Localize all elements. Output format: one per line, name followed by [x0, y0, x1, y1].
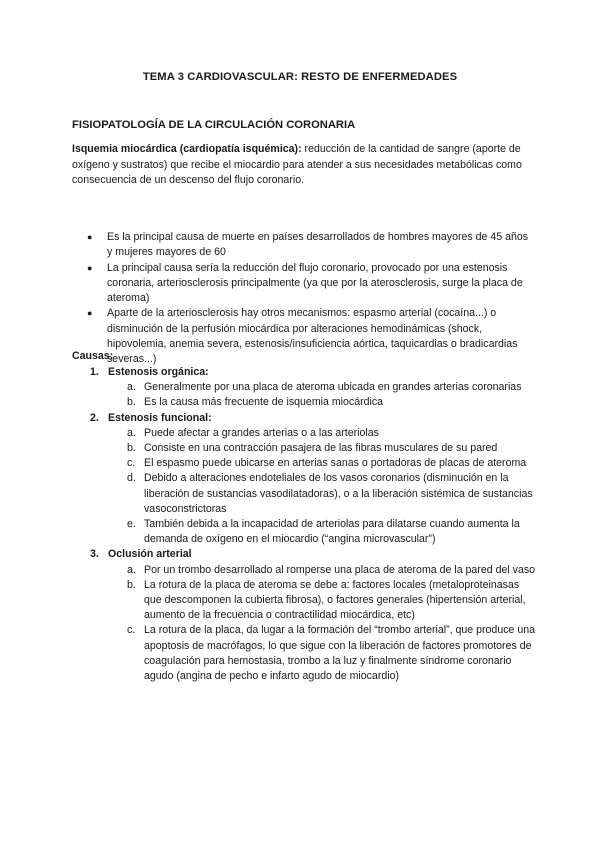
sub-text: Es la causa más frecuente de isquemia miocárdica: [144, 396, 384, 409]
sub-letter: a.: [127, 426, 136, 439]
cause-number: 1.: [90, 366, 99, 378]
cause-number: 3.: [90, 548, 99, 561]
sub-letter: a.: [127, 563, 136, 576]
intro-paragraph: [72, 142, 532, 189]
cause-title: Estenosis funcional:: [108, 411, 212, 424]
bullet-text: La principal causa sería la reducción del flujo coronario, provocado por una estenosis coronaria, arteriosclerosis principalmente (ya que por la aterosclerosis, surge la placa de ateroma): [107, 261, 523, 305]
sub-letter: c.: [127, 457, 136, 470]
sub-item: [92, 426, 537, 441]
cause-item: [72, 547, 537, 684]
sub-letter: b.: [127, 442, 136, 455]
causes-list: [72, 365, 537, 684]
bullet-list: [72, 230, 534, 368]
cause-sublist: [92, 380, 537, 410]
sub-item: [92, 380, 537, 395]
bullet-text: Aparte de la arteriosclerosis hay otros mecanismos: espasmo arterial (cocaína...) o disminución de la perfusión miocárdica por alteraciones hemodinámicas (shock, hipovolemia, anemia severa, estenosis/insuficiencia aórtica, taquicardias o bradicardias severas...): [107, 307, 518, 366]
cause-sublist: [92, 563, 537, 685]
section-heading: FISIOPATOLOGÍA DE LA CIRCULACIÓN CORONARIA: [72, 119, 356, 131]
bullet-item: [72, 261, 534, 307]
cause-title: Estenosis orgánica:: [108, 366, 209, 378]
sub-letter: b.: [127, 396, 136, 409]
cause-item: [72, 365, 537, 411]
sub-letter: a.: [127, 381, 136, 394]
sub-text: La rotura de la placa de ateroma se debe a: factores locales (metaloproteinasas que descomponen la cubierta fibrosa), o factores generales (hipertensión arterial, aumento de la frecuencia o contractilidad miocárdica, etc): [144, 578, 526, 622]
sub-letter: c.: [127, 624, 136, 637]
sub-letter: b.: [127, 578, 136, 591]
sub-item: [92, 456, 537, 471]
sub-item: [92, 517, 537, 547]
cause-number: 2.: [90, 411, 99, 424]
sub-item: [92, 395, 537, 410]
bullet-item: [72, 306, 534, 367]
sub-item: [92, 471, 537, 517]
bullet-text: Es la principal causa de muerte en países desarrollados de hombres mayores de 45 años y mujeres mayores de 60: [107, 231, 529, 259]
sub-text: Por un trombo desarrollado al romperse una placa de ateroma de la pared del vaso: [144, 563, 536, 576]
bullet-item: [72, 230, 534, 261]
sub-text: También debida a la incapacidad de arteriolas para dilatarse cuando aumenta la demanda de oxígeno en el miocardio (“angina microvascular”): [144, 518, 520, 546]
sub-text: Generalmente por una placa de ateroma ubicada en grandes arterias coronarias: [144, 381, 522, 394]
bullet-dot-icon: ●: [87, 308, 93, 319]
sub-letter: d.: [127, 472, 136, 485]
sub-item: [92, 441, 537, 456]
sub-text: El espasmo puede ubicarse en arterias sanas o portadoras de placas de ateroma: [144, 457, 527, 470]
sub-item: [92, 563, 537, 578]
sub-item: [92, 578, 537, 624]
sub-text: Consiste en una contracción pasajera de las fibras musculares de su pared: [144, 442, 498, 455]
intro-text: reducción de la cantidad de sangre (aporte de oxígeno y sustratos) que recibe el miocardio para atender a sus necesidades metabólicas como consecuencia de un descenso del flujo coronario.: [72, 143, 522, 186]
sub-item: [92, 623, 537, 684]
sub-letter: e.: [127, 518, 136, 531]
causes-label: Causas:: [72, 350, 114, 362]
cause-sublist: [92, 426, 537, 548]
sub-text: La rotura de la placa, da lugar a la formación del “trombo arterial”, que produce una apoptosis de macrófagos, lo que sigue con la liberación de factores promotores de coagulación para hemostasia, trombo a la luz y finalmente síndrome coronario agudo (angina de pecho e infarto agudo de miocardio): [144, 624, 536, 683]
sub-text: Debido a alteraciones endoteliales de los vasos coronarios (disminución en la liberación de sustancias vasodilatadoras), o a la liberación sistémica de sustancias vasoconstrictoras: [144, 472, 533, 515]
sub-text: Puede afectar a grandes arterias o a las arteriolas: [144, 426, 379, 439]
page-title: TEMA 3 CARDIOVASCULAR: RESTO DE ENFERMEDADES: [142, 71, 458, 83]
cause-title: Oclusión arterial: [108, 548, 192, 561]
cause-item: [72, 411, 537, 548]
bullet-dot-icon: ●: [87, 262, 93, 273]
intro-term: Isquemia miocárdica (cardiopatía isquémica):: [72, 143, 302, 155]
bullet-dot-icon: ●: [87, 232, 93, 242]
